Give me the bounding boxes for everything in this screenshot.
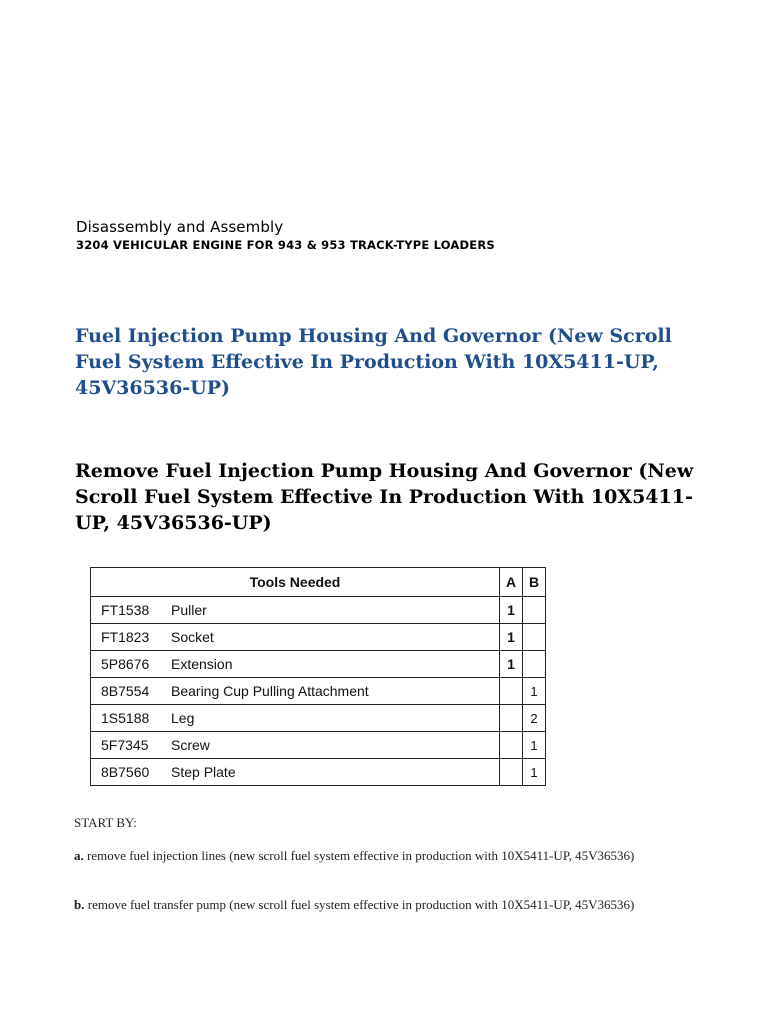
part-number: 5P8676 — [91, 651, 172, 678]
part-number: 8B7560 — [91, 759, 172, 786]
engine-model: 3204 VEHICULAR ENGINE FOR 943 & 953 TRACK-TYPE LOADERS — [76, 238, 495, 252]
tool-name: Socket — [171, 624, 500, 651]
quantity-b — [523, 624, 546, 651]
table-row — [91, 705, 546, 732]
step-letter: a. — [74, 848, 84, 863]
step-text: remove fuel injection lines (new scroll fuel system effective in production with 10X5411-UP, 45V36536) — [87, 848, 635, 863]
tools-needed-table — [90, 567, 546, 786]
quantity-b: 1 — [523, 759, 546, 786]
quantity-a — [500, 732, 523, 759]
part-number: 8B7554 — [91, 678, 172, 705]
tool-name: Step Plate — [171, 759, 500, 786]
quantity-b: 2 — [523, 705, 546, 732]
quantity-b: 1 — [523, 678, 546, 705]
tool-name: Leg — [171, 705, 500, 732]
column-b-header: B — [523, 568, 546, 597]
start-by-label: START BY: — [74, 815, 137, 830]
table-row — [91, 597, 546, 624]
quantity-b: 1 — [523, 732, 546, 759]
tool-name: Puller — [171, 597, 500, 624]
tools-table-header-row — [91, 568, 546, 597]
document-subject: Disassembly and Assembly — [76, 218, 284, 236]
table-row — [91, 678, 546, 705]
table-row — [91, 732, 546, 759]
part-number: 1S5188 — [91, 705, 172, 732]
table-row — [91, 624, 546, 651]
step-item — [74, 848, 674, 864]
quantity-a: 1 — [500, 624, 523, 651]
quantity-a — [500, 678, 523, 705]
tool-name: Screw — [171, 732, 500, 759]
section-title: Fuel Injection Pump Housing And Governor (New Scroll Fuel System Effective In Production With 10X5411-UP, 45V36536-UP) — [75, 325, 672, 399]
part-number: FT1538 — [91, 597, 172, 624]
tool-name: Bearing Cup Pulling Attachment — [171, 678, 500, 705]
quantity-b — [523, 597, 546, 624]
part-number: 5F7345 — [91, 732, 172, 759]
quantity-a — [500, 705, 523, 732]
quantity-a — [500, 759, 523, 786]
step-letter: b. — [74, 897, 85, 912]
table-row — [91, 759, 546, 786]
table-row — [91, 651, 546, 678]
step-text: remove fuel transfer pump (new scroll fuel system effective in production with 10X5411-UP, 45V36536) — [87, 897, 635, 912]
tool-name: Extension — [171, 651, 500, 678]
quantity-a: 1 — [500, 651, 523, 678]
part-number: FT1823 — [91, 624, 172, 651]
column-a-header: A — [500, 568, 523, 597]
step-item — [74, 897, 674, 913]
quantity-b — [523, 651, 546, 678]
quantity-a: 1 — [500, 597, 523, 624]
procedure-title: Remove Fuel Injection Pump Housing And Governor (New Scroll Fuel System Effective In Production With 10X5411-UP, 45V36536-UP) — [75, 460, 694, 534]
tools-needed-header: Tools Needed — [91, 568, 500, 597]
